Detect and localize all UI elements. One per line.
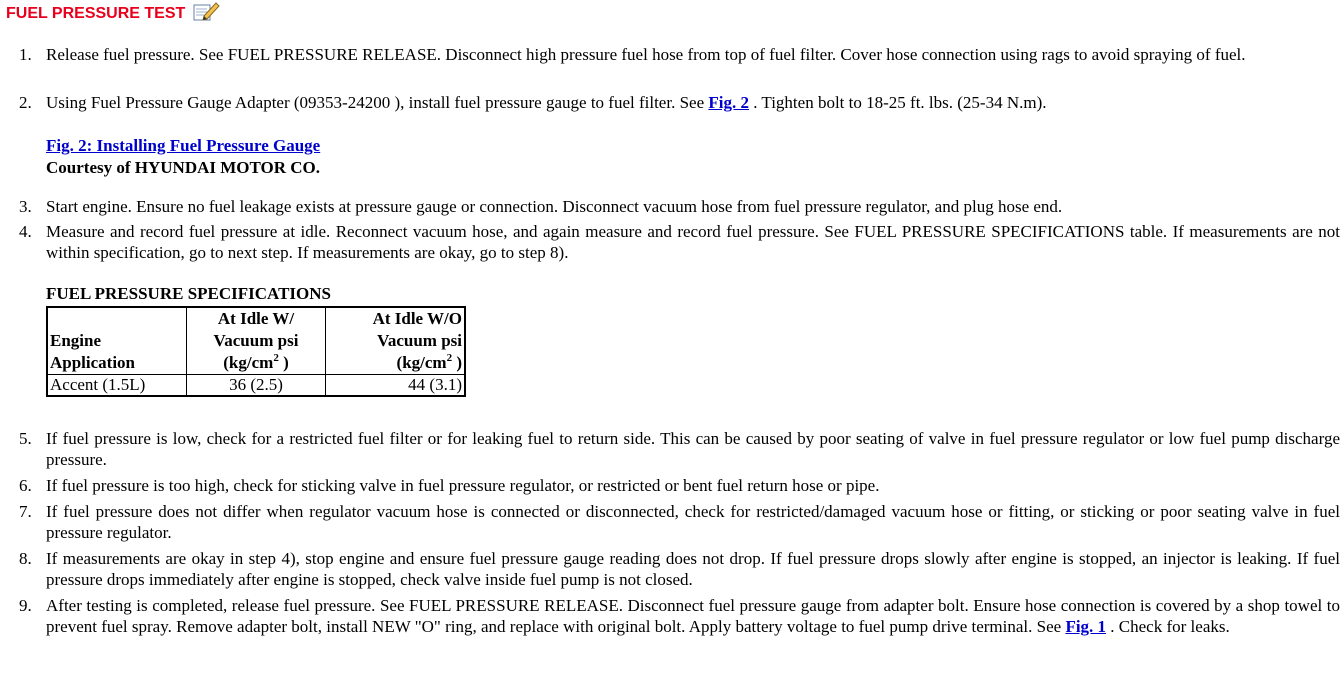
column-header-with-vacuum: At Idle W/ Vacuum psi ($kg/cm^2$ )	[187, 307, 326, 375]
page-title: FUEL PRESSURE TEST	[6, 5, 186, 22]
step-text-after: . Tighten bolt to 18-25 ft. lbs. (25-34 N.m).	[748, 93, 1047, 112]
step-text: Start engine. Ensure no fuel leakage exists at pressure gauge or connection. Disconnect vacuum hose from fuel pressure regulator, and plug hose end.	[46, 197, 1063, 216]
step-number: 9.	[19, 596, 32, 615]
step-text-after: . Check for leaks.	[1106, 617, 1230, 636]
table-cell: 44 (3.1)	[326, 375, 466, 397]
step-number: 2.	[19, 93, 32, 112]
table-row	[47, 375, 465, 397]
step-number: 3.	[19, 197, 32, 216]
figure-courtesy: Courtesy of HYUNDAI MOTOR CO.	[46, 158, 321, 177]
step-text-before: After testing is completed, release fuel pressure. See FUEL PRESSURE RELEASE. Disconnect fuel pressure gauge from adapter bolt. Ensure hose connection is covered by a shop towel to prevent fuel spray. Remove adapter bolt, install NEW "O" ring, and replace with original bolt. Apply battery voltage to fuel pump drive terminal. See	[46, 596, 1340, 636]
notepad-pencil-icon[interactable]	[192, 0, 220, 22]
step-number: 1.	[19, 45, 32, 64]
step-text	[46, 595, 1340, 637]
step-number: 8.	[19, 549, 32, 568]
step-text	[46, 92, 1340, 113]
table-header-row	[47, 307, 465, 375]
step-text: If measurements are okay in step 4), stop engine and ensure fuel pressure gauge reading does not drop. If fuel pressure drops slowly after engine is stopped, an injector is leaking. If fuel pressure drops immediately after engine is stopped, check valve inside fuel pump is not closed.	[46, 549, 1340, 589]
fig-2-link[interactable]: Fig. 2	[708, 93, 749, 112]
column-header-without-vacuum: At Idle W/O Vacuum psi ($kg/cm^2$ )	[326, 307, 466, 375]
table-cell: 36 (2.5)	[187, 375, 326, 397]
step-text: If fuel pressure is too high, check for sticking valve in fuel pressure regulator, or restricted or bent fuel return hose or pipe.	[46, 476, 880, 495]
step-text: Measure and record fuel pressure at idle. Reconnect vacuum hose, and again measure and record fuel pressure. See FUEL PRESSURE SPECIFICATIONS table. If measurements are not within specification, go to next step. If measurements are okay, go to step 8).	[46, 222, 1340, 262]
step-text-before: Using Fuel Pressure Gauge Adapter (09353-24200 ), install fuel pressure gauge to fuel filter. See	[46, 93, 709, 112]
step-number: 7.	[19, 502, 32, 521]
step-number: 4.	[19, 222, 32, 241]
fig-1-link[interactable]: Fig. 1	[1065, 617, 1107, 636]
step-text: If fuel pressure is low, check for a restricted fuel filter or for leaking fuel to return side. This can be caused by poor seating of valve in fuel pressure regulator or low fuel pump discharge pressure.	[46, 429, 1340, 469]
step-text: If fuel pressure does not differ when regulator vacuum hose is connected or disconnected, check for restricted/damaged vacuum hose or fitting, or sticking or poor seating valve in fuel pressure regulator.	[46, 502, 1340, 542]
step-text: Release fuel pressure. See FUEL PRESSURE RELEASE. Disconnect high pressure fuel hose from top of fuel filter. Cover hose connection using rags to avoid spraying of fuel.	[46, 45, 1246, 64]
step-number: 6.	[19, 476, 32, 495]
column-header-engine: Engine Application	[47, 307, 187, 375]
spec-table	[46, 306, 466, 397]
figure-caption	[46, 135, 320, 179]
table-cell: Accent (1.5L)	[47, 375, 187, 397]
step-number: 5.	[19, 429, 32, 448]
spec-table-title: FUEL PRESSURE SPECIFICATIONS	[46, 284, 331, 303]
figure-link[interactable]: Fig. 2: Installing Fuel Pressure Gauge	[46, 136, 321, 155]
